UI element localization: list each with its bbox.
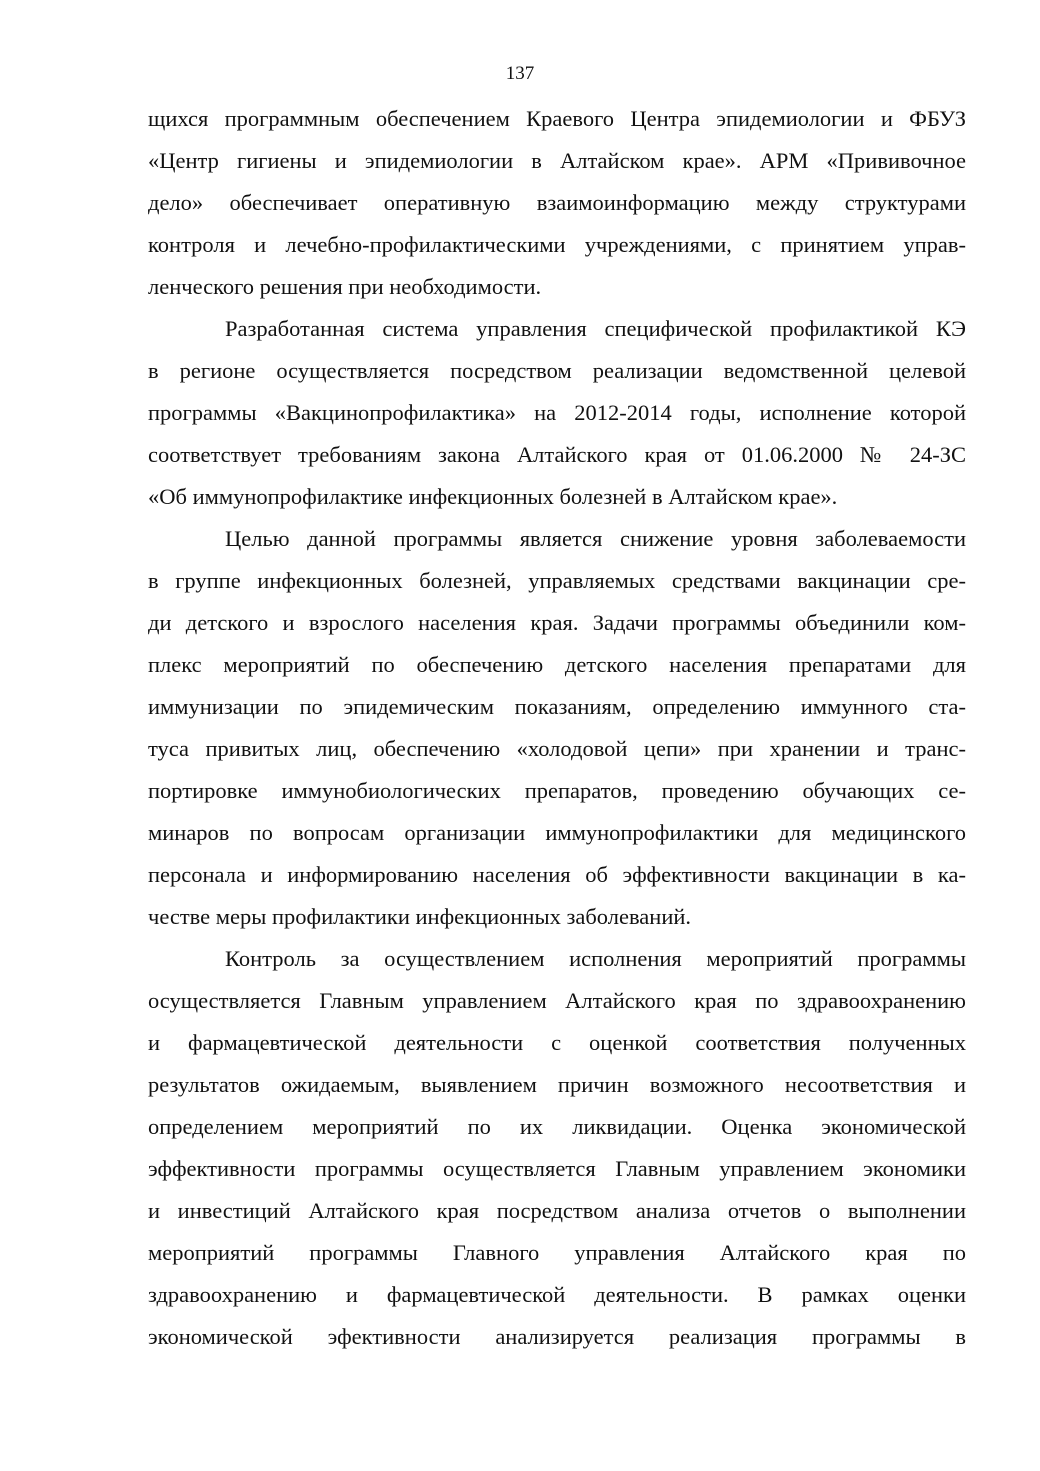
text-line: честве меры профилактики инфекционных заболеваний. (148, 904, 692, 929)
text-line: программы «Вакцинопрофилактика» на 2012-2014 годы, исполнение которой (148, 400, 966, 425)
text-line: эффективности программы осуществляется Главным управлением экономики (148, 1156, 966, 1181)
text-line: «Центр гигиены и эпидемиологии в Алтайском крае». АРМ «Прививочное (148, 148, 966, 173)
page-number: 137 (505, 63, 535, 84)
text-line: Разработанная система управления специфической профилактикой КЭ (225, 316, 966, 341)
text-line: туса привитых лиц, обеспечению «холодовой цепи» при хранении и транс- (148, 736, 966, 761)
text-line: дело» обеспечивает оперативную взаимоинформацию между структурами (148, 190, 966, 215)
text-line: минаров по вопросам организации иммунопрофилактики для медицинского (148, 820, 966, 845)
text-line: и инвестиций Алтайского края посредством анализа отчетов о выполнении (148, 1198, 966, 1223)
text-line: персонала и информированию населения об эффективности вакцинации в ка- (148, 862, 966, 887)
text-line: экономической эфективности анализируется реализация программы в (148, 1324, 966, 1349)
text-line: портировке иммунобиологических препаратов, проведению обучающих се- (148, 778, 966, 803)
text-line: щихся программным обеспечением Краевого Центра эпидемиологии и ФБУЗ (148, 106, 966, 131)
text-line: в группе инфекционных болезней, управляемых средствами вакцинации сре- (148, 568, 966, 593)
text-line: ленческого решения при необходимости. (148, 274, 542, 299)
text-line: плекс мероприятий по обеспечению детского населения препаратами для (148, 652, 966, 677)
text-line: определением мероприятий по их ликвидации. Оценка экономической (148, 1114, 966, 1139)
text-line: результатов ожидаемым, выявлением причин возможного несоответствия и (148, 1072, 966, 1097)
text-line: Целью данной программы является снижение уровня заболеваемости (225, 526, 966, 551)
text-line: в регионе осуществляется посредством реализации ведомственной целевой (148, 358, 966, 383)
text-line: осуществляется Главным управлением Алтайского края по здравоохранению (148, 988, 966, 1013)
text-line: Контроль за осуществлением исполнения мероприятий программы (225, 946, 966, 971)
text-line: соответствует требованиям закона Алтайского края от 01.06.2000 № 24-ЗС (148, 442, 966, 467)
text-line: «Об иммунопрофилактике инфекционных болезней в Алтайском крае». (148, 484, 838, 509)
text-line: здравоохранению и фармацевтической деятельности. В рамках оценки (148, 1282, 966, 1307)
text-line: ди детского и взрослого населения края. Задачи программы объединили ком- (148, 610, 966, 635)
text-line: иммунизации по эпидемическим показаниям, определению иммунного ста- (148, 694, 966, 719)
text-line: и фармацевтической деятельности с оценкой соответствия полученных (148, 1030, 966, 1055)
document-body (148, 98, 966, 1358)
text-line: мероприятий программы Главного управления Алтайского края по (148, 1240, 966, 1265)
text-line: контроля и лечебно-профилактическими учреждениями, с принятием управ- (148, 232, 966, 257)
